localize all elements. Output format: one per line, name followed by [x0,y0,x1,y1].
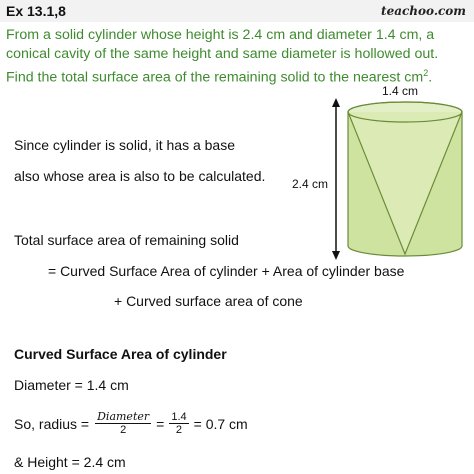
diameter-line: Diameter = 1.4 cm [14,377,129,393]
tsa-equation-2: + Curved surface area of cone [114,293,303,309]
question-body: From a solid cylinder whose height is 2.4 cm and diameter 1.4 cm, a conical cavity of the same height and same diameter is hollowed out. Find the total surface area of the remaining solid to the nearest cm [6,27,439,86]
fraction-2-numerator: 1.4 [171,411,187,423]
height-arrow-top [332,98,340,107]
solution-line-2: also whose area is also to be calculated. [14,168,266,184]
radius-fraction-1 [95,411,151,436]
csa-heading: Curved Surface Area of cylinder [14,346,227,362]
solution-line-1: Since cylinder is solid, it has a base [14,137,235,153]
tsa-equation-1: = Curved Surface Area of cylinder + Area of cylinder base [48,263,405,279]
diameter-label: 1.4 cm [382,84,419,98]
question-end: . [428,69,433,86]
question-superscript: 2 [423,68,429,78]
exercise-title: Ex 13.1,8 [6,3,66,19]
brand-logo: teachoo.com [381,4,466,18]
question-text [6,26,468,88]
height-label: 2.4 cm [292,177,329,191]
radius-fraction-2 [169,411,188,436]
tsa-heading: Total surface area of remaining solid [14,232,239,248]
cylinder-figure [290,82,474,272]
radius-line [14,411,248,436]
radius-result: = 0.7 cm [193,415,248,432]
radius-prefix: So, radius = [14,415,90,432]
height-arrow-bottom [332,251,340,260]
fraction-1-denominator: 2 [120,424,127,436]
fraction-2-denominator: 2 [175,424,183,436]
fraction-1-numerator: Diameter [97,410,150,423]
height-line: & Height = 2.4 cm [14,454,126,470]
equals-sign: = [156,415,165,432]
